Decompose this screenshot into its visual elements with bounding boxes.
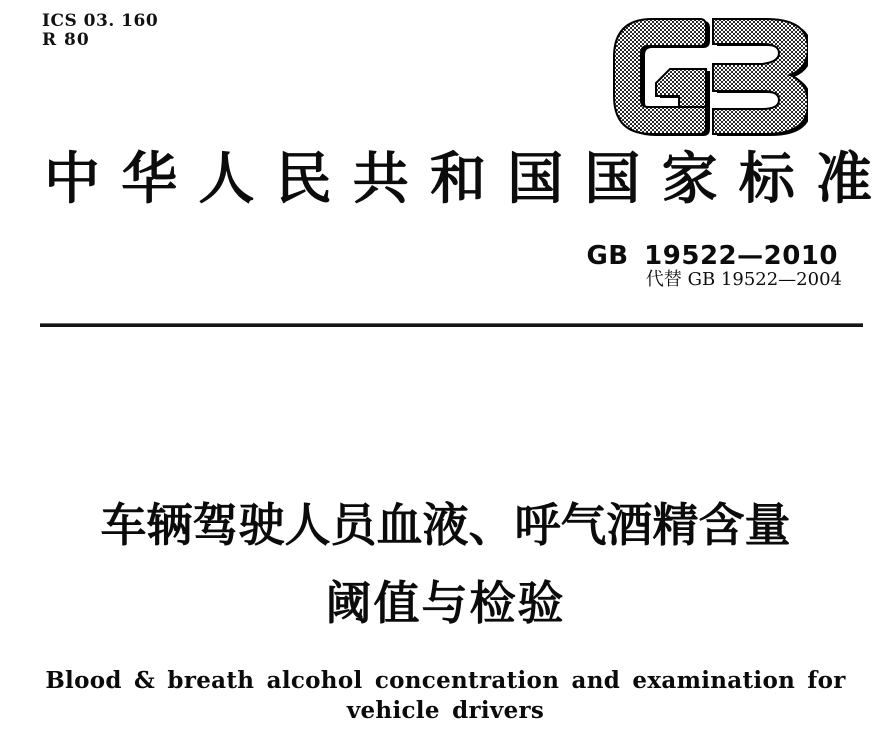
- standard-title-cn-line2: 阈值与检验: [325, 576, 566, 630]
- standard-number: GB 19522—2010: [586, 241, 838, 271]
- standard-title-cn-line1: 车辆驾驶人员血液、呼气酒精含量: [100, 498, 791, 552]
- gb-logo-icon: [612, 17, 808, 137]
- national-standard-heading: 中华人民共和国国家标准: [44, 146, 872, 212]
- standard-title-en: Blood & breath alcohol concentration and examination for vehicle drivers: [45, 667, 846, 724]
- document-class-code: R 80: [42, 30, 90, 50]
- divider-rule: [40, 323, 863, 327]
- replaced-standard-note: 代替 GB 19522—2004: [645, 269, 842, 290]
- ics-code: ICS 03. 160: [42, 11, 159, 31]
